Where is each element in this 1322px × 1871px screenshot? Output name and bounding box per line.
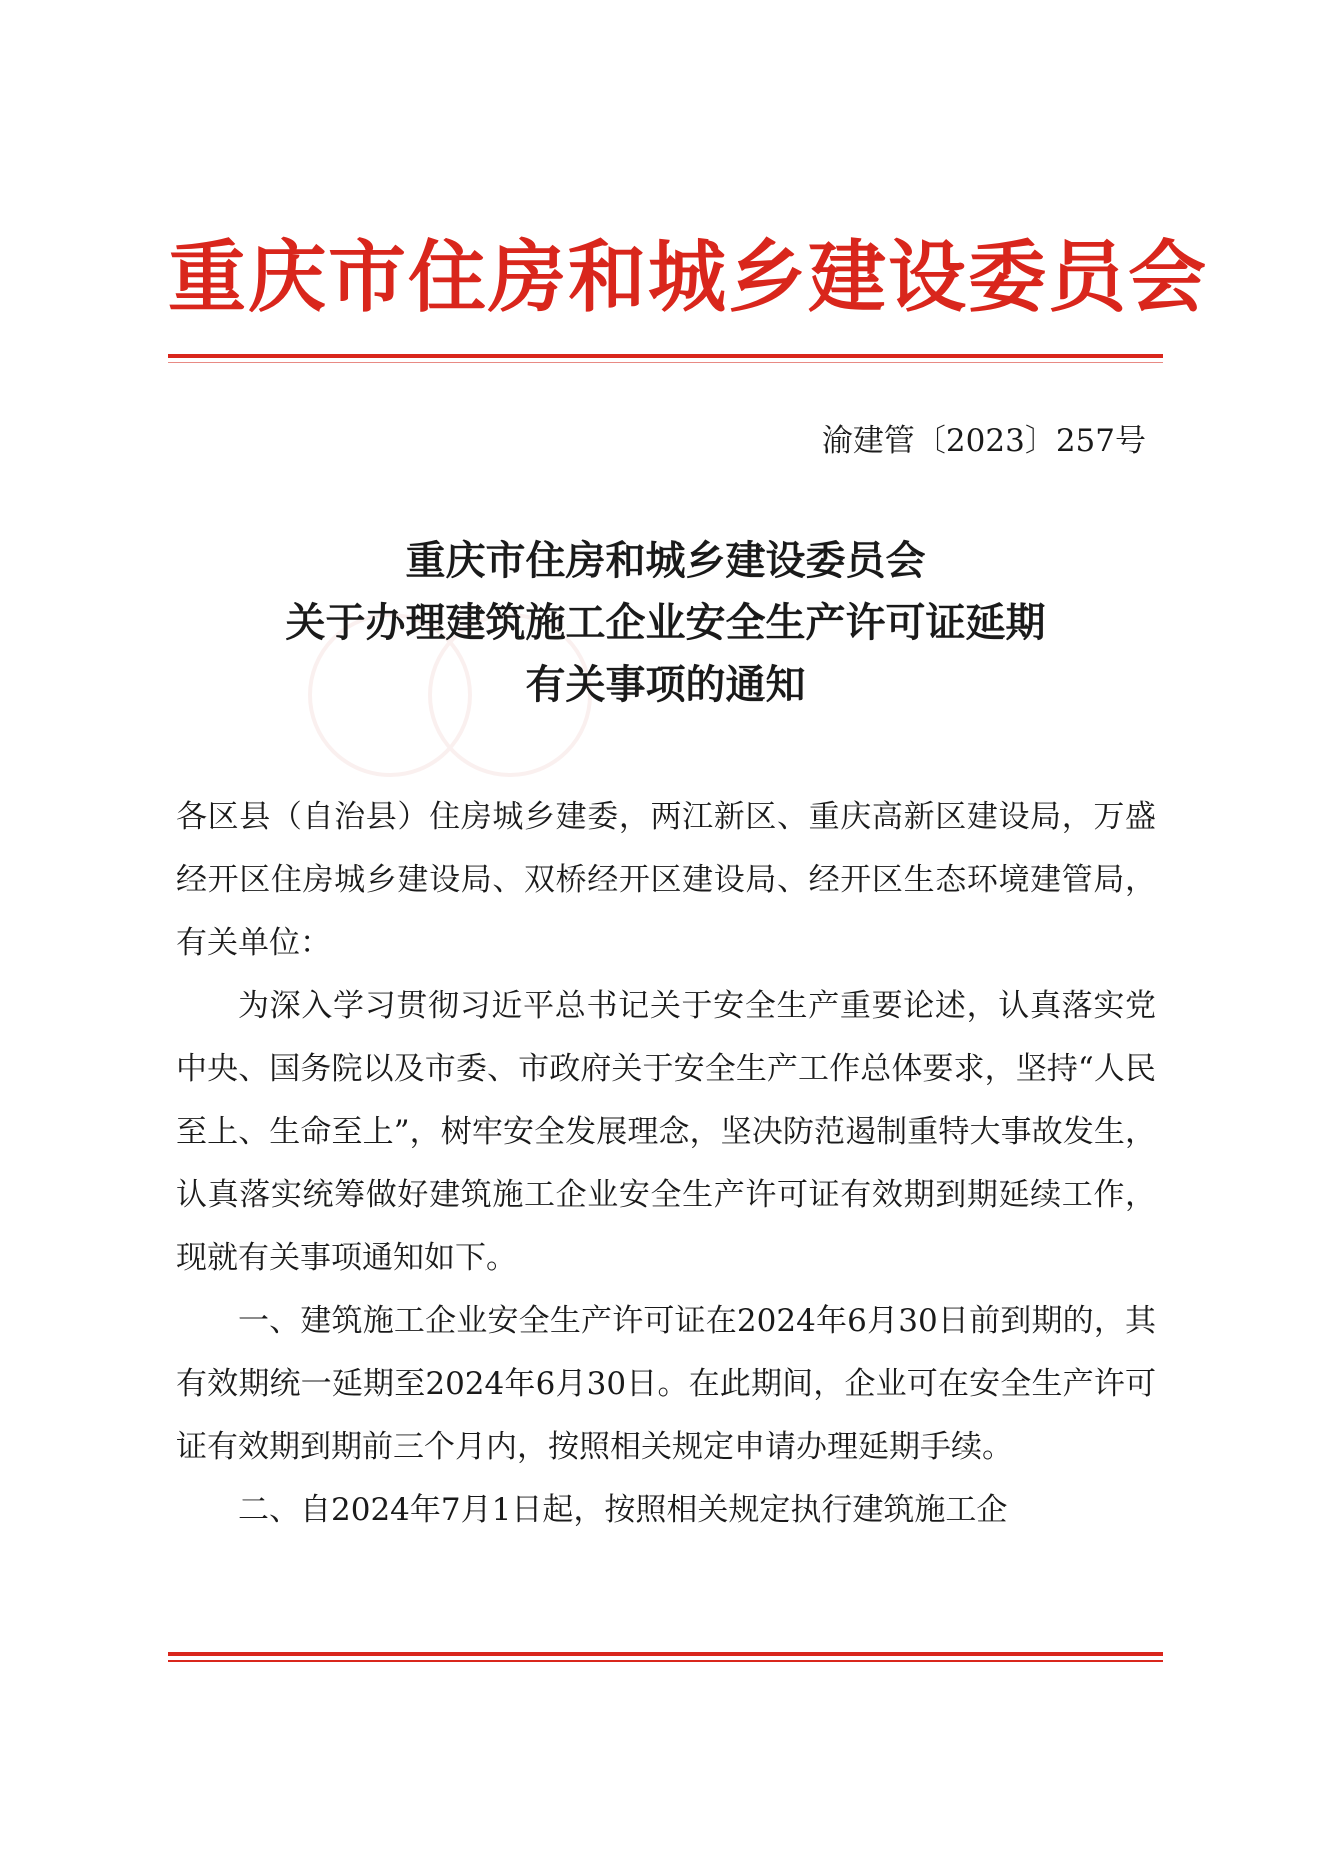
item-one-paragraph: 一、建筑施工企业安全生产许可证在2024年6月30日前到期的，其有效期统一延期至2024年6月30日。在此期间，企业可在安全生产许可证有效期到期前三个月内，按照相关规定申请办理延期手续。 (176, 1303, 1156, 1465)
letterhead-red-rule (168, 354, 1163, 358)
letterhead-red-rule-thin (168, 362, 1163, 363)
recipients-paragraph: 各区县（自治县）住房城乡建委，两江新区、重庆高新区建设局，万盛经开区住房城乡建设局、双桥经开区建设局、经开区生态环境建管局，有关单位： (176, 799, 1156, 961)
intro-paragraph: 为深入学习贯彻习近平总书记关于安全生产重要论述，认真落实党中央、国务院以及市委、市政府关于安全生产工作总体要求，坚持“人民至上、生命至上”，树牢安全发展理念，坚决防范遏制重特大事故发生，认真落实统筹做好建筑施工企业安全生产许可证有效期到期延续工作，现就有关事项通知如下。 (176, 988, 1156, 1276)
notice-title (168, 530, 1163, 716)
footer-red-rule-thin (168, 1660, 1163, 1662)
document-number: 渝建管〔2023〕257号 (821, 423, 1146, 459)
footer-red-rule (168, 1652, 1163, 1656)
letterhead-title: 重庆市住房和城乡建设委员会 (168, 232, 1209, 323)
title-line-2: 关于办理建筑施工企业安全生产许可证延期 (285, 599, 1046, 646)
item-two-paragraph: 二、自2024年7月1日起，按照相关规定执行建筑施工企 (238, 1492, 1008, 1528)
notice-body (176, 786, 1156, 1542)
title-line-1: 重庆市住房和城乡建设委员会 (405, 537, 926, 584)
title-line-3: 有关事项的通知 (525, 661, 806, 708)
